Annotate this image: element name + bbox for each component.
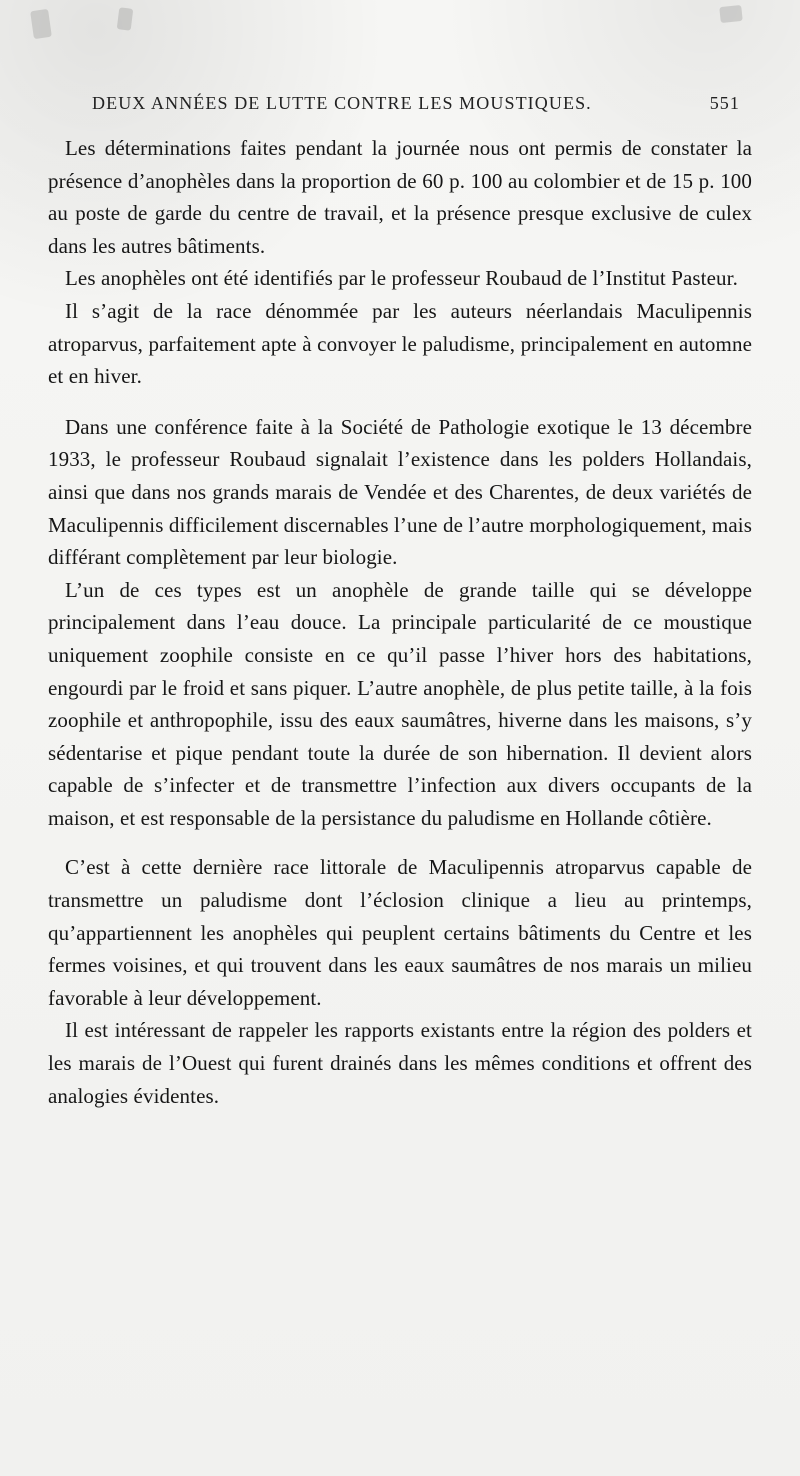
running-title: DEUX ANNÉES DE LUTTE CONTRE LES MOUSTIQUES. [92, 92, 592, 113]
paragraph: Dans une conférence faite à la Société de Pathologie exotique le 13 décembre 1933, le professeur Roubaud signalait l’existence dans les polders Hollandais, ainsi que dans nos grands marais de Vendée et des Charentes, de deux variétés de Maculipennis difficilement discernables l’une de l’autre morphologiquement, mais différant complètement par leur biologie. [48, 414, 752, 570]
paragraph: Les déterminations faites pendant la journée nous ont permis de constater la présence d’anophèles dans la proportion de 60 p. 100 au colombier et de 15 p. 100 au poste de garde du centre de travail, et la présence presque exclusive de culex dans les autres bâtiments. [48, 136, 752, 258]
paragraph: Les anophèles ont été identifiés par le professeur Roubaud de l’Institut Pasteur. [65, 266, 738, 291]
paragraph: C’est à cette dernière race littorale de Maculipennis atroparvus capable de transmettre un paludisme dont l’éclosion clinique a lieu au printemps, qu’appartiennent les anophèles qui peuplent certains bâtiments du Centre et les fermes voisines, et qui trouvent dans les eaux saumâtres de nos marais un milieu favorable à leur développement. [48, 855, 752, 1010]
scan-speck [117, 7, 134, 31]
paragraph: Il s’agit de la race dénommée par les auteurs néerlandais Maculipennis atroparvus, parfaitement apte à convoyer le paludisme, principalement en automne et en hiver. [48, 298, 752, 389]
paragraph: L’un de ces types est un anophèle de grande taille qui se développe principalement dans l’eau douce. La principale particularité de ce moustique uniquement zoophile consiste en ce qu’il passe l’hiver hors des habitations, engourdi par le froid et sans piquer. L’autre anophèle, de plus petite taille, à la fois zoophile et anthropophile, issu des eaux saumâtres, hiverne dans les maisons, s’y sédentarise et pique pendant toute la durée de son hibernation. Il devient alors capable de s’infecter et de transmettre l’infection aux divers occupants de la maison, et est responsable de la persistance du paludisme en Hollande côtière. [48, 577, 752, 830]
paragraph-spacer [48, 393, 752, 411]
running-header [92, 91, 740, 115]
page-number: 551 [709, 92, 740, 113]
scan-speck [719, 5, 743, 23]
paragraph-spacer [48, 834, 752, 851]
article-body [48, 132, 752, 1112]
paragraph: Il est intéressant de rappeler les rapports existants entre la région des polders et les marais de l’Ouest qui furent drainés dans les mêmes conditions et offrent des analogies évidentes. [48, 1018, 752, 1108]
scan-speck [30, 9, 52, 39]
